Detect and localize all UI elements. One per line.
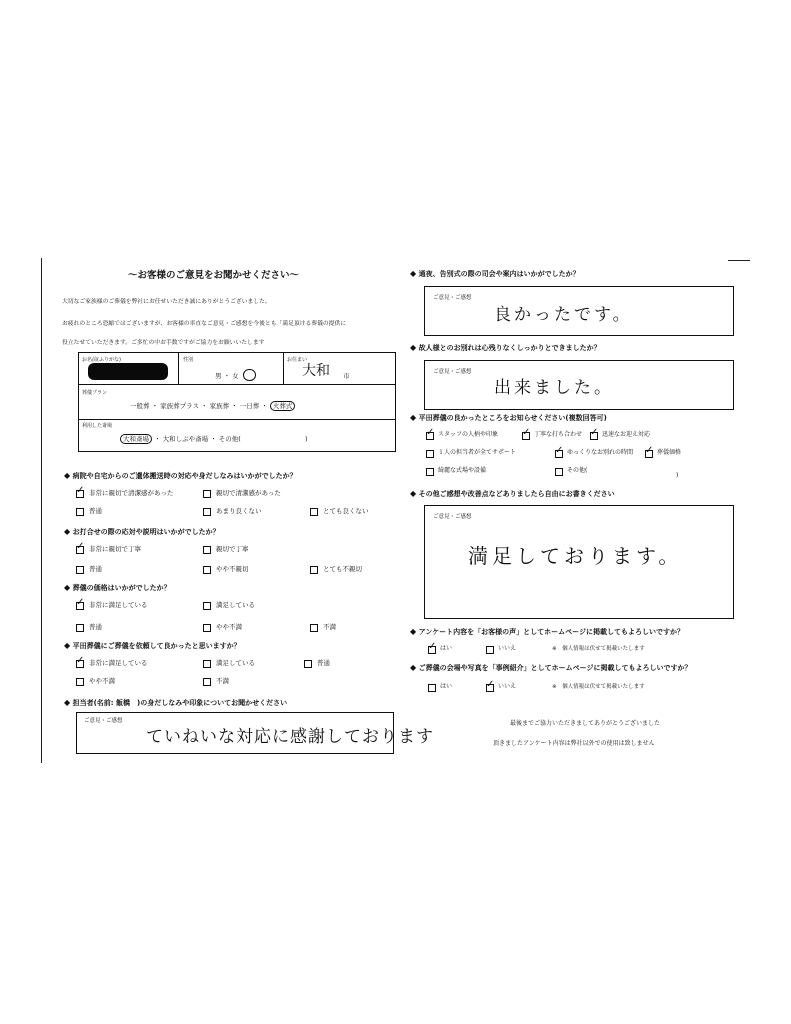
- address-label: お住まい: [287, 357, 308, 363]
- q4-option-checkbox[interactable]: [203, 660, 211, 668]
- q3r-option-checkbox[interactable]: [426, 468, 434, 476]
- q4-option-checkbox[interactable]: [304, 660, 312, 668]
- right-q2-answer: 出来ました。: [494, 378, 614, 398]
- hall-label: 利用した斎場: [82, 423, 113, 429]
- q4-option-checkbox[interactable]: [76, 660, 84, 668]
- q2-option-checkbox[interactable]: [203, 566, 211, 574]
- q1-option-checkbox[interactable]: [76, 490, 84, 498]
- q3-option: 満足している: [216, 601, 255, 609]
- right-q1-label: ご意見・ご感想: [433, 295, 472, 301]
- q3r-option: 丁寧な打ち合わせ: [534, 431, 583, 438]
- staff-box-label: ご意見・ご感想: [84, 718, 123, 724]
- q6-yes-checkbox[interactable]: [428, 684, 436, 692]
- right-question-2: ◆ 故人様とのお別れは心残りなくしっかりとできましたか？: [410, 343, 601, 352]
- right-q1-answer: 良かったです。: [494, 305, 633, 325]
- right-question-1: ◆ 通夜、告別式の際の司会や案内はいかがでしたか？: [410, 269, 580, 278]
- q3r-option-checkbox[interactable]: [426, 432, 434, 440]
- q1-option: あまり良くない: [216, 507, 262, 515]
- q6-note: ※ 個人情報は伏せて掲載いたします: [552, 684, 645, 690]
- q3r-option-checkbox[interactable]: [645, 450, 653, 458]
- right-q2-label: ご意見・ご感想: [433, 369, 472, 375]
- right-q4-label: ご意見・ご感想: [433, 514, 472, 520]
- right-question-5: ◆ アンケート内容を「お客様の声」としてホームページに掲載してもよろしいですか？: [410, 627, 685, 636]
- survey-title: ～お客様のご意見をお聞かせください～: [128, 270, 300, 281]
- closing-line-1: 最後までご協力いただきましてありがとうございました: [510, 720, 661, 727]
- q2-option-checkbox[interactable]: [76, 546, 84, 554]
- intro-line-1: 大切なご家族様のご葬儀を弊社にお任せいただき誠にありがとうございました。: [62, 299, 271, 305]
- q3r-option-checkbox[interactable]: [590, 432, 598, 440]
- intro-line-3: 役立たせていただきます。ご多忙の中お手数ですがご協力をお願いいたします: [62, 340, 265, 346]
- q2-option: 非常に親切で丁寧: [89, 545, 141, 553]
- q4-option-checkbox[interactable]: [203, 678, 211, 686]
- q3-option: やや不満: [216, 623, 242, 631]
- q2-option-checkbox[interactable]: [310, 566, 318, 574]
- q2-option: とても不親切: [323, 565, 362, 573]
- right-question-6: ◆ ご葬儀の会場や写真を「事例紹介」としてホームページに掲載してもよろしいですか？: [410, 663, 692, 672]
- q4-option: やや不満: [89, 677, 115, 685]
- page-top-right-mark: [728, 260, 750, 261]
- q4-option: 不満: [216, 677, 229, 685]
- q1-option-checkbox[interactable]: [310, 508, 318, 516]
- hall-option: 大和しぶや斎場: [162, 435, 209, 443]
- q3-option-checkbox[interactable]: [310, 624, 318, 632]
- q5-no-label: いいえ: [498, 645, 517, 652]
- q3r-option: 迅速なお迎え対応: [602, 431, 651, 438]
- question-2: ◆ お打合せの際の応対や説明はいかがでしたか？: [64, 527, 220, 536]
- address-handwritten: 大和: [302, 363, 330, 379]
- gender-label: 性別: [183, 357, 194, 363]
- info-col-divider: [178, 352, 179, 384]
- q1-option-checkbox[interactable]: [203, 508, 211, 516]
- q3-option: 普通: [89, 623, 102, 631]
- q1-option: 普通: [89, 507, 102, 515]
- q2-option: 普通: [89, 565, 102, 573]
- q5-no-checkbox[interactable]: [486, 646, 494, 654]
- staff-question: ◆ 担当者(名前: 飯橋 )の身だしなみや印象についてお聞かせください: [64, 698, 288, 707]
- q6-no-checkbox[interactable]: [486, 684, 494, 692]
- q3-option: 不満: [323, 623, 336, 631]
- address-suffix: 市: [343, 372, 350, 380]
- q2-option: 親切で丁寧: [216, 545, 249, 553]
- redacted-name: [88, 363, 168, 380]
- hall-option-selected: 大和斎場: [120, 434, 152, 444]
- q3r-option: 葬儀価格: [657, 449, 682, 456]
- q3-option-checkbox[interactable]: [203, 624, 211, 632]
- hall-options: 大和斎場 ・ 大和しぶや斎場 ・ その他( ): [120, 434, 308, 443]
- q5-yes-label: はい: [440, 645, 453, 652]
- q5-yes-checkbox[interactable]: [428, 646, 436, 654]
- right-question-3: ◆ 平田葬儀の良かったところをお知らせください(複数回答可): [410, 413, 607, 422]
- q4-option: 満足している: [216, 659, 255, 667]
- q4-option-checkbox[interactable]: [76, 678, 84, 686]
- q3r-option-checkbox[interactable]: [426, 450, 434, 458]
- q3r-option: ゆっくりなお別れの時間: [567, 449, 633, 456]
- q3-option-checkbox[interactable]: [76, 602, 84, 610]
- q2-option-checkbox[interactable]: [76, 566, 84, 574]
- plan-option: 家族葬プラス: [160, 402, 199, 410]
- plan-option: 一般葬: [130, 402, 150, 410]
- q4-option: 普通: [317, 659, 330, 667]
- q3r-option: スタッフの人柄や印象: [438, 431, 499, 438]
- q1-option: 非常に親切で清潔感があった: [89, 489, 174, 497]
- q3r-option: その他(: [567, 467, 588, 474]
- right-question-4: ◆ その他ご感想や改善点などありましたら自由にお書きください: [410, 489, 615, 498]
- staff-handwritten-answer: ていねいな対応に感謝しております: [146, 727, 434, 747]
- q3r-option-checkbox[interactable]: [555, 450, 563, 458]
- q3r-option-checkbox[interactable]: [555, 468, 563, 476]
- q1-option: 親切で清潔感があった: [216, 489, 281, 497]
- q2-option-checkbox[interactable]: [203, 546, 211, 554]
- intro-line-2: お疲れのところ恐縮ではございますが、お客様の率直なご意見・ご感想を今後とも「満足頂ける葬儀の提供に: [62, 321, 347, 327]
- q1-option: とても良くない: [323, 507, 369, 515]
- plan-option-selected: 火葬式: [270, 401, 296, 411]
- q4-option: 非常に満足している: [89, 659, 148, 667]
- plan-option: 一日葬: [239, 402, 260, 410]
- hall-option: その他(: [218, 435, 241, 443]
- info-row-divider: [78, 419, 396, 420]
- info-col-divider: [283, 352, 284, 384]
- name-label: お名前(ふりがな): [82, 357, 121, 363]
- info-row-divider: [78, 384, 396, 385]
- q1-option-checkbox[interactable]: [203, 490, 211, 498]
- q5-note: ※ 個人情報は伏せて掲載いたします: [552, 646, 645, 652]
- question-1: ◆ 病院や自宅からのご遺体搬送時の対応や身だしなみはいかがでしたか？: [64, 471, 297, 480]
- q2-option: やや不親切: [216, 565, 249, 573]
- closing-line-2: 頂きましたアンケート内容は弊社以外での使用は致しません: [493, 740, 655, 747]
- plan-options: 一般葬 ・ 家族葬プラス ・ 家族葬 ・ 一日葬 ・ 火葬式: [130, 401, 295, 410]
- q6-yes-label: はい: [440, 683, 453, 690]
- gender-selected-circle: [243, 369, 256, 381]
- q3r-option-close: ): [676, 472, 679, 479]
- q3r-option-checkbox[interactable]: [522, 432, 530, 440]
- hall-option: ): [304, 435, 308, 443]
- question-3: ◆ 葬儀の価格はいかがでしたか？: [64, 583, 171, 592]
- page-left-edge: [41, 258, 42, 763]
- gender-value: 男 ・ 女: [215, 372, 239, 380]
- plan-option: 家族葬: [209, 402, 230, 410]
- q3-option-checkbox[interactable]: [76, 624, 84, 632]
- q3r-option: 綺麗な式場や設備: [438, 467, 487, 474]
- right-q4-answer: 満足しております。: [468, 544, 683, 568]
- q1-option-checkbox[interactable]: [76, 508, 84, 516]
- q3r-option: １人の担当者が全てサポート: [438, 449, 517, 456]
- plan-label: 葬儀プラン: [82, 390, 108, 396]
- q6-no-label: いいえ: [498, 683, 517, 690]
- q3-option-checkbox[interactable]: [203, 602, 211, 610]
- q3-option: 非常に満足している: [89, 601, 148, 609]
- question-4: ◆ 平田葬儀にご葬儀を依頼して良かったと思いますか？: [64, 641, 241, 650]
